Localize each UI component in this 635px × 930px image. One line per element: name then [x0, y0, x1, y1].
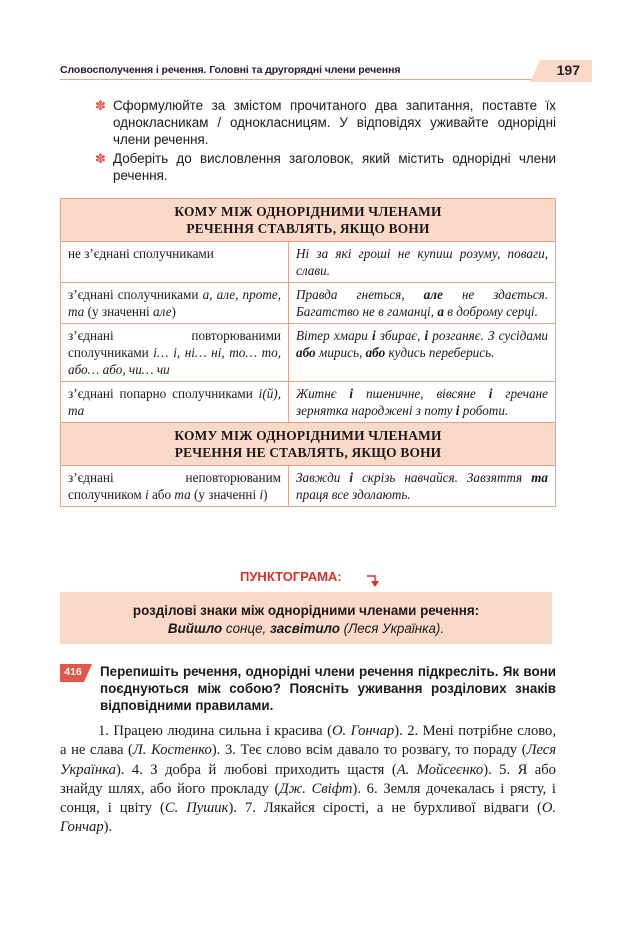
table-heading-commas: КОМУ МІЖ ОДНОРІДНИМИ ЧЛЕНАМИ РЕЧЕННЯ СТАВЛЯТЬ, ЯКЩО ВОНИ [61, 199, 556, 242]
page-number: 197 [556, 62, 580, 78]
exercise-number-badge [60, 664, 94, 682]
page-number-tab-corner [530, 60, 540, 82]
condition-cell: не з’єднані сполучниками [61, 242, 289, 283]
asterisk-icon: ✽ [95, 98, 106, 113]
asterisk-icon: ✽ [95, 151, 106, 166]
header-rule [60, 79, 538, 80]
header-title: Словосполучення і речення. Головні та другорядні члени речення [60, 64, 401, 76]
exercise-sentences: 1. Працею людина сильна і красива (О. Гончар). 2. Мені потрібне слово, а не слава (Л. Костенко). 3. Теє слово всім давало то розвагу, то пораду (Леся Українка). 4. З добра й любові приходить щастя (А. Мойсеєнко). 5. Я або знайду шлях, або його прокладу (Дж. Свіфт). 6. Земля дочекалась і рясту, і сонця, і цвіту (С. Пушик). 7. Лякайся сірості, а не бурхливої відваги (О. Гончар). [60, 723, 557, 836]
condition-cell: з’єднані попарно сполучниками і(й), та [61, 382, 289, 423]
condition-cell: з’єднані сполучниками а, але, проте, та (у значенні але) [61, 283, 289, 324]
condition-cell: з’єднані повторюваними сполучниками і… і, ні… ні, то… то, або… або, чи… чи [61, 324, 289, 382]
table-row [61, 382, 556, 423]
table-row [61, 283, 556, 324]
table-row [61, 324, 556, 382]
comma-rule-table [60, 198, 556, 507]
exercise-number: 416 [64, 666, 82, 678]
task-text: Доберіть до висловлення заголовок, який містить однорідні члени речення. [113, 151, 556, 183]
table-heading-no-commas: КОМУ МІЖ ОДНОРІДНИМИ ЧЛЕНАМИ РЕЧЕННЯ НЕ СТАВЛЯТЬ, ЯКЩО ВОНИ [61, 423, 556, 466]
example-cell: Ні за які гроші не купиш розуму, поваги, слави. [289, 242, 556, 283]
punctogram-rule: розділові знаки між однорідними членами речення: [132, 603, 480, 618]
task-item [93, 97, 556, 148]
table-row [61, 466, 556, 507]
example-cell: Правда гнеться, але не здається. Багатство не в гаманці, а в доброму серці. [289, 283, 556, 324]
example-cell: Завжди і скрізь навчайся. Завзяття та праця все здолають. [289, 466, 556, 507]
page-header [60, 60, 592, 82]
task-list [93, 97, 556, 186]
example-cell: Вітер хмари і збирає, і розганяє. З сусідами або мирись, або кудись переберись. [289, 324, 556, 382]
exercise-instruction: Перепишіть речення, однорідні члени речення підкресліть. Як вони поєднуються між собою? Поясніть уживання розділових знаків відповідними правилами. [100, 664, 556, 713]
pen-arrow-icon [366, 572, 380, 588]
example-cell: Житнє і пшеничне, вівсяне і гречане зернятка народжені з поту і роботи. [289, 382, 556, 423]
task-item [93, 150, 556, 184]
table-row [61, 242, 556, 283]
punctogram-label: ПУНКТОГРАМА: [240, 569, 342, 584]
condition-cell: з’єднані неповторюваним сполучником і або та (у значенні і) [61, 466, 289, 507]
punctogram-example: Вийшло сонце, засвітило (Леся Українка). [167, 621, 445, 636]
task-text: Сформулюйте за змістом прочитаного два запитання, поставте їх однокласникам / однокласницям. У відповідях уживайте однорідні члени речення. [113, 98, 556, 147]
punctogram-box [60, 592, 552, 644]
